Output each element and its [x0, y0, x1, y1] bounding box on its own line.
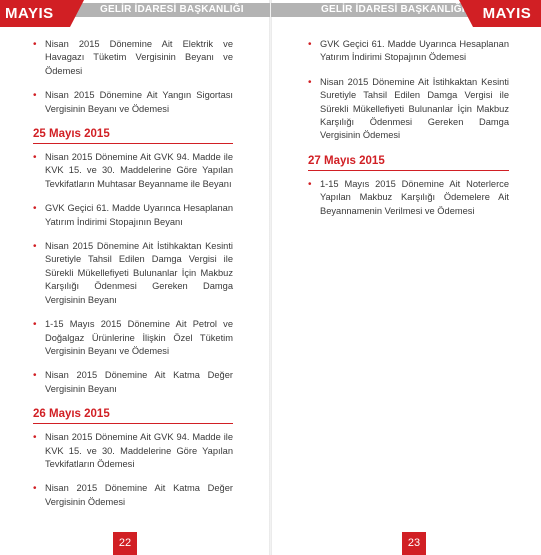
- list-item: • GVK Geçici 61. Madde Uyarınca Hesaplanan Yatırım İndirimi Stopajının Beyanı: [33, 202, 233, 229]
- list-item: • Nisan 2015 Dönemine Ait Elektrik ve Havagazı Tüketim Vergisinin Beyanı ve Ödemesi: [33, 38, 233, 78]
- left-page-header: [0, 0, 270, 27]
- section-date-heading: 27 Mayıs 2015: [308, 154, 509, 171]
- right-page: [271, 0, 541, 555]
- section-27-mayis: [308, 154, 509, 218]
- left-page-content: [33, 38, 233, 520]
- list-item: • Nisan 2015 Dönemine Ait Yangın Sigortası Vergisinin Beyanı ve Ödemesi: [33, 89, 233, 116]
- list-item: • Nisan 2015 Dönemine Ait İstihkaktan Kesinti Suretiyle Tahsil Edilen Damga Vergisi ile Sürekli Mükellefiyeti Bulunanlar İçin Makbuz Karşılığı Ödenmesi Gereken Damga Vergisinin Ödemesi: [308, 76, 509, 143]
- list-item: • Nisan 2015 Dönemine Ait İstihkaktan Kesinti Suretiyle Tahsil Edilen Damga Vergisi ile Sürekli Mükellefiyeti Bulunanlar İçin Makbuz Karşılığı Ödenmesi Gereken Damga Vergisinin Beyanı: [33, 240, 233, 307]
- page-number: 22: [113, 532, 137, 555]
- header-institution: GELİR İDARESİ BAŞKANLIĞI: [321, 4, 465, 15]
- section-list: [308, 178, 509, 218]
- header-institution: GELİR İDARESİ BAŞKANLIĞI: [100, 4, 244, 15]
- section-list: [33, 151, 233, 396]
- list-item: • Nisan 2015 Dönemine Ait Katma Değer Vergisinin Beyanı: [33, 369, 233, 396]
- month-tab: MAYIS: [473, 0, 541, 27]
- right-page-header: [271, 0, 541, 27]
- section-list: [33, 431, 233, 509]
- intro-list: [308, 38, 509, 143]
- left-page: [0, 0, 270, 555]
- month-tab: MAYIS: [0, 0, 70, 27]
- list-item: • 1-15 Mayıs 2015 Dönemine Ait Noterlerce Yapılan Makbuz Karşılığı Ödemelere Ait Beyannamenin Verilmesi ve Ödemesi: [308, 178, 509, 218]
- section-25-mayis: [33, 127, 233, 396]
- intro-list: [33, 38, 233, 116]
- section-date-heading: 25 Mayıs 2015: [33, 127, 233, 144]
- list-item: • Nisan 2015 Dönemine Ait Katma Değer Vergisinin Ödemesi: [33, 482, 233, 509]
- list-item: • Nisan 2015 Dönemine Ait GVK 94. Madde ile KVK 15. ve 30. Maddelerine Göre Yapılan Tevkifatların Ödemesi: [33, 431, 233, 471]
- list-item: • Nisan 2015 Dönemine Ait GVK 94. Madde ile KVK 15. ve 30. Maddelerine Göre Yapılan Tevkifatların Muhtasar Beyanname ile Beyanı: [33, 151, 233, 191]
- section-date-heading: 26 Mayıs 2015: [33, 407, 233, 424]
- page-number: 23: [402, 532, 426, 555]
- right-page-content: [308, 38, 509, 229]
- list-item: • GVK Geçici 61. Madde Uyarınca Hesaplanan Yatırım İndirimi Stopajının Ödemesi: [308, 38, 509, 65]
- list-item: • 1-15 Mayıs 2015 Dönemine Ait Petrol ve Doğalgaz Ürünlerine İlişkin Özel Tüketim Vergisinin Beyanı ve Ödemesi: [33, 318, 233, 358]
- section-26-mayis: [33, 407, 233, 509]
